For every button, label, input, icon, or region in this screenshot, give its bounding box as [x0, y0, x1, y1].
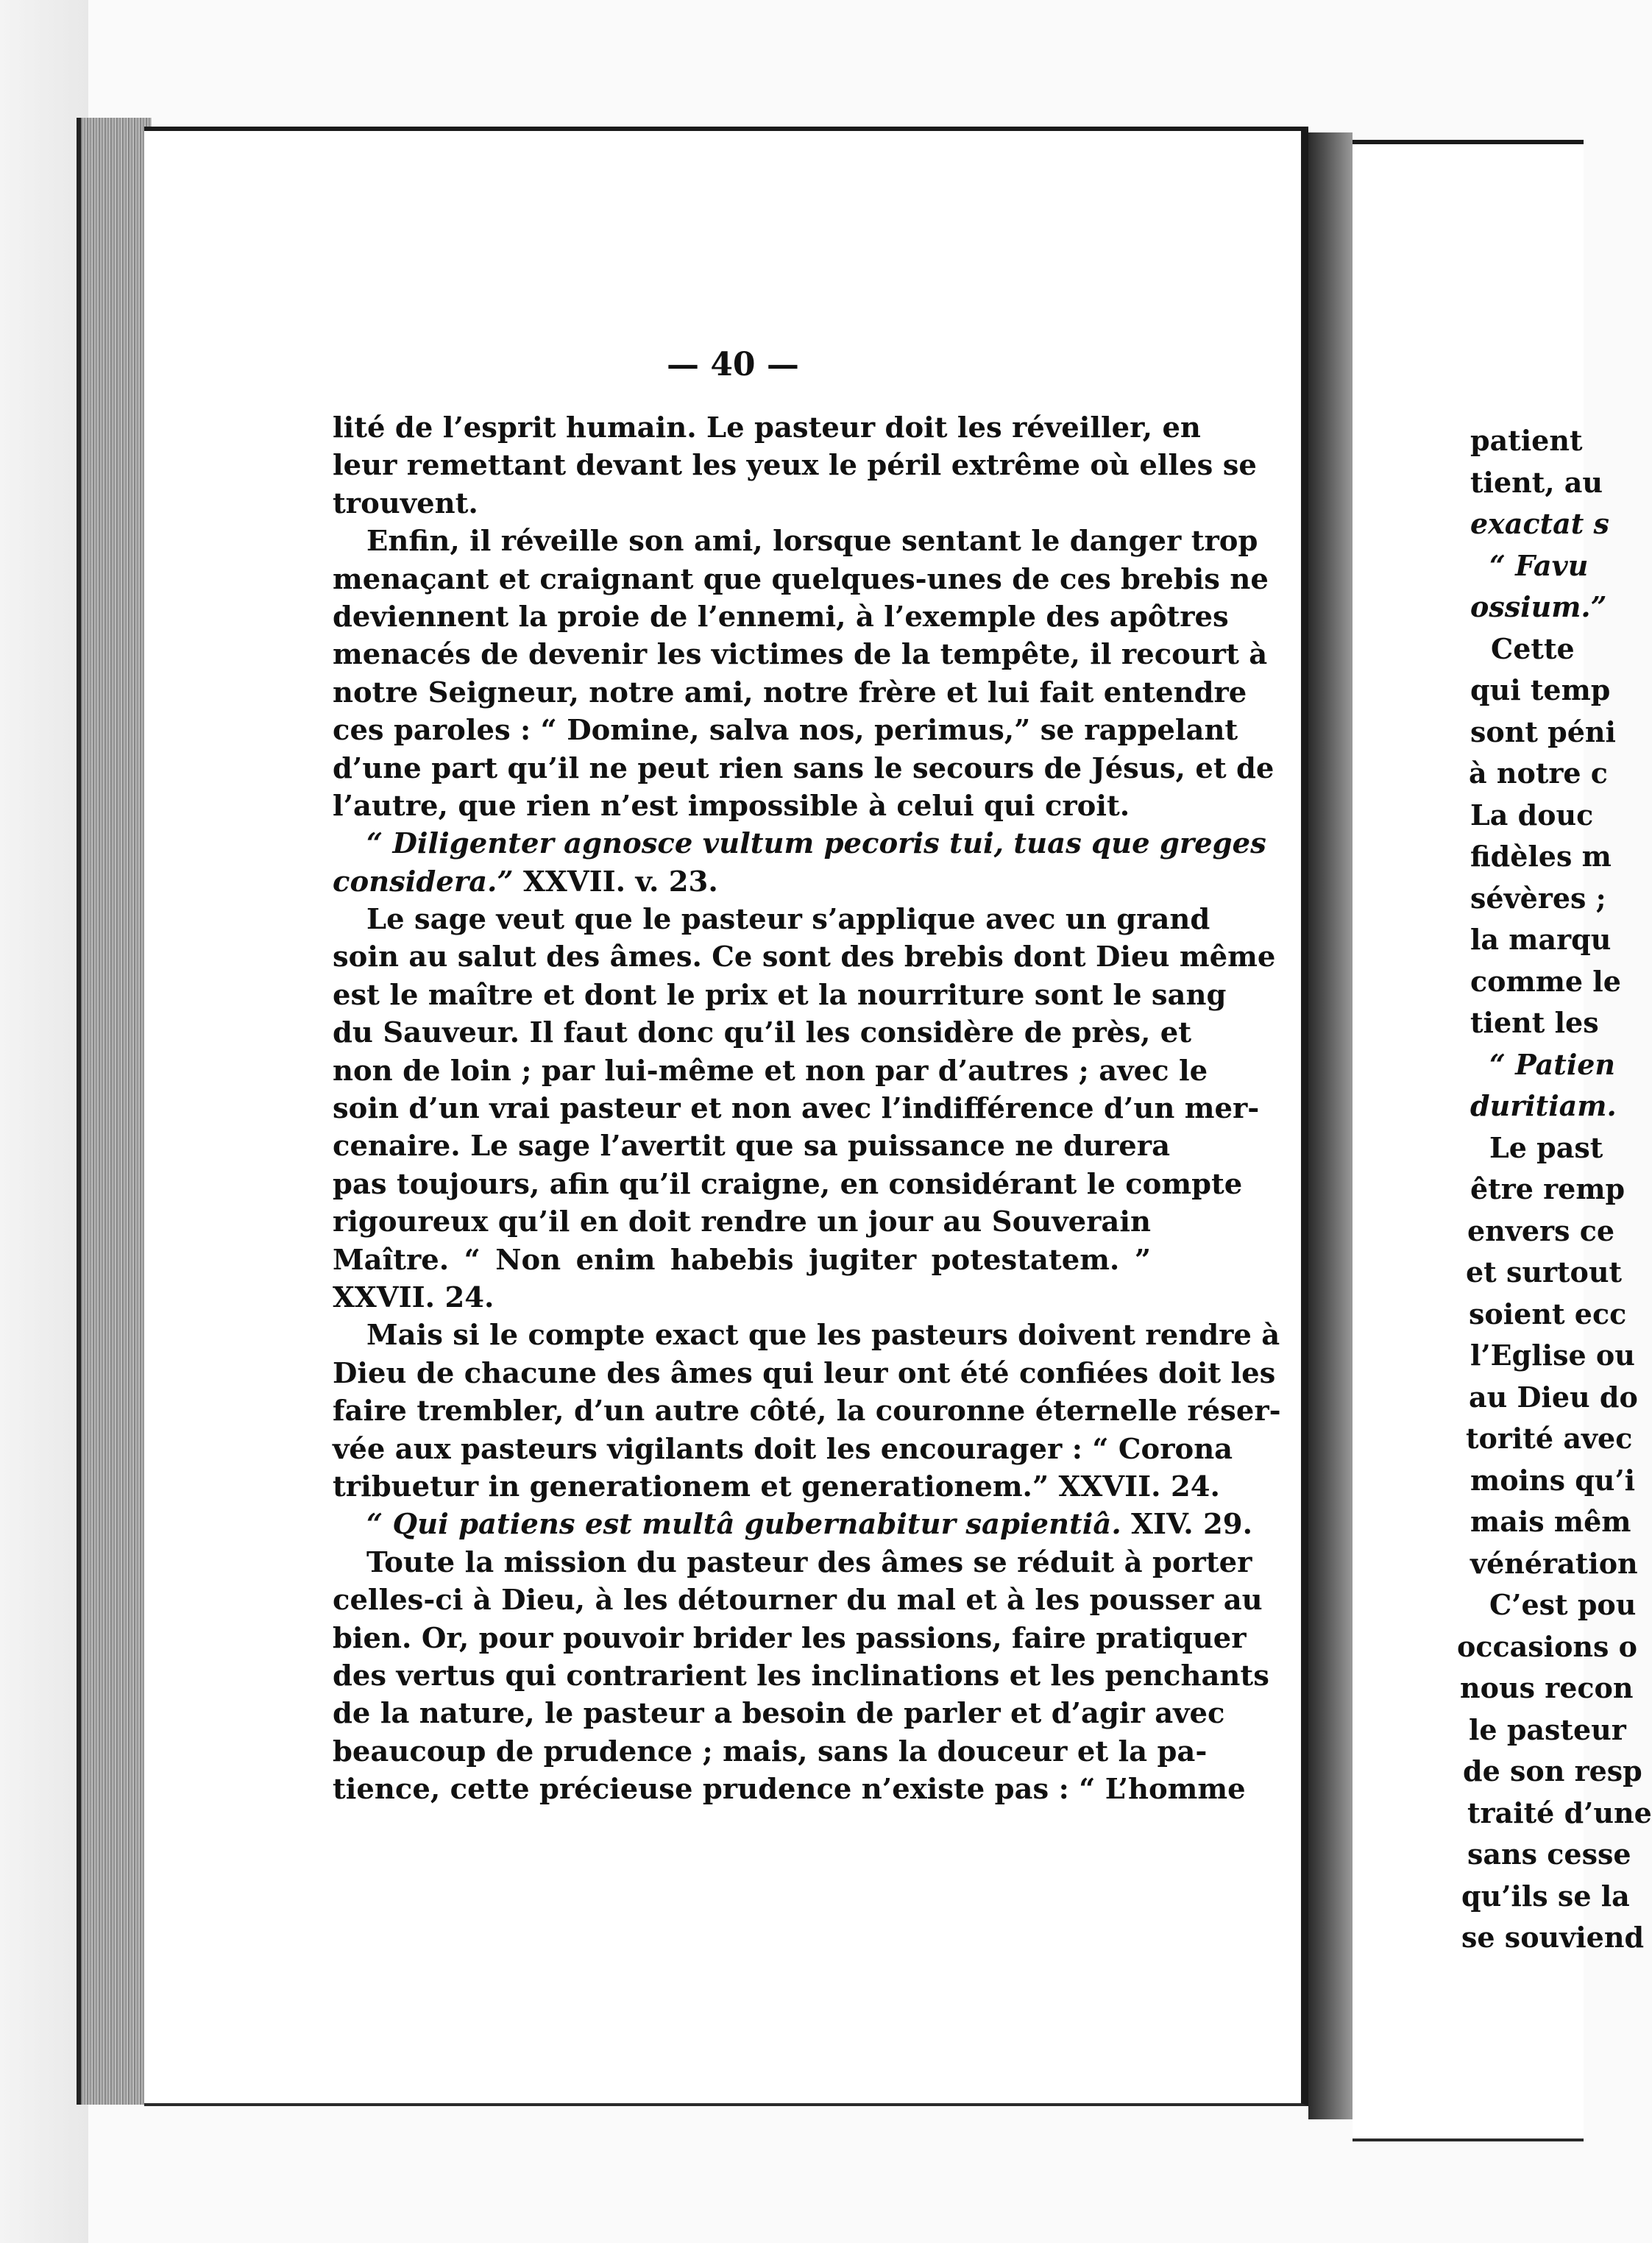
right-page-line: duritiam.: [1470, 1089, 1617, 1122]
text-line: menaçant et craignant que quelques-unes de ces brebis ne: [333, 562, 1269, 596]
right-page-line: soient ecc: [1469, 1297, 1627, 1330]
text-line: est le maître et dont le prix et la nourriture sont le sang: [333, 978, 1227, 1012]
text-line: beaucoup de prudence ; mais, sans la douceur et la pa-: [333, 1734, 1208, 1768]
text-line: du Sauveur. Il faut donc qu’il les considère de près, et: [333, 1016, 1192, 1050]
right-page-line: occasions o: [1457, 1629, 1638, 1663]
right-page-line: torité avec: [1466, 1422, 1633, 1455]
right-page-line: fidèles m: [1470, 840, 1612, 873]
right-page-line: qui temp: [1470, 673, 1611, 706]
right-page-line: qu’ils se la: [1461, 1879, 1630, 1913]
right-page-line: sont péni: [1470, 715, 1616, 748]
text-line: lité de l’esprit humain. Le pasteur doit les réveiller, en: [333, 411, 1201, 444]
text-line: tience, cette précieuse prudence n’existe pas : “ L’homme: [333, 1773, 1246, 1807]
right-page-line: nous recon: [1460, 1671, 1634, 1704]
text-line: notre Seigneur, notre ami, notre frère et lui fait entendre: [333, 676, 1247, 709]
text-line: trouvent.: [333, 486, 478, 520]
text-line: [333, 863, 1151, 901]
right-page-line: moins qu’i: [1470, 1463, 1636, 1497]
text-line: “ Diligenter agnosce vultum pecoris tui, tuas que greges: [366, 827, 1266, 861]
text-line: deviennent la proie de l’ennemi, à l’exemple des apôtres: [333, 600, 1229, 634]
text-line: ces paroles : “ Domine, salva nos, perimus,” se rappelant: [333, 714, 1238, 748]
right-page-line: à notre c: [1469, 756, 1608, 790]
right-page-line: exactat s: [1470, 507, 1609, 540]
text-line: vée aux pasteurs vigilants doit les encourager : “ Corona: [333, 1432, 1233, 1466]
right-page-line: l’Eglise ou: [1470, 1339, 1635, 1372]
page-edges: [77, 118, 152, 2105]
page-body-text: [333, 409, 1281, 1808]
text-line: soin d’un vrai pasteur et non avec l’indifférence d’un mer-: [333, 1092, 1260, 1126]
right-page-line: traité d’une: [1467, 1796, 1652, 1829]
right-page-line: comme le: [1470, 964, 1621, 998]
latin-quote: considera.”: [333, 865, 514, 899]
text-line: Dieu de chacune des âmes qui leur ont été confiées doit les: [333, 1356, 1276, 1390]
book-gutter: [1308, 132, 1353, 2119]
text-line: non de loin ; par lui-même et non par d’autres ; avec le: [333, 1054, 1208, 1088]
text-line: [333, 1506, 1252, 1543]
text-line: soin au salut des âmes. Ce sont des brebis dont Dieu même: [333, 940, 1276, 974]
right-page-line: de son resp: [1463, 1754, 1642, 1787]
right-page-line: ossium.”: [1470, 590, 1607, 623]
right-page-line: sévères ;: [1470, 881, 1606, 915]
text-line: Enfin, il réveille son ami, lorsque sentant le danger trop: [366, 525, 1258, 559]
right-page-line: se souviend: [1461, 1921, 1645, 1954]
right-page-line: tient, au: [1470, 465, 1603, 499]
text-line: Maître. “ Non enim habebis jugiter potestatem. ”: [333, 1243, 1151, 1277]
text-line: leur remettant devant les yeux le péril extrême où elles se: [333, 449, 1257, 483]
text-line: Le sage veut que le pasteur s’applique avec un grand: [366, 903, 1210, 937]
text-line: XXVII. 24.: [333, 1280, 494, 1314]
right-page-line: “ Patien: [1489, 1047, 1616, 1081]
text-line: bien. Or, pour pouvoir brider les passions, faire pratiquer: [333, 1621, 1247, 1655]
text-line: de la nature, le pasteur a besoin de parler et d’agir avec: [333, 1697, 1225, 1731]
text-line: tribuetur in generationem et generationem.” XXVII. 24.: [333, 1470, 1220, 1503]
text-line: rigoureux qu’il en doit rendre un jour au Souverain: [333, 1205, 1151, 1239]
text-line: Mais si le compte exact que les pasteurs doivent rendre à: [366, 1319, 1280, 1353]
page-number: — 40 —: [667, 346, 799, 383]
text-line: d’une part qu’il ne peut rien sans le secours de Jésus, et de: [333, 751, 1275, 785]
right-page-line: vénération: [1470, 1546, 1638, 1580]
verse-reference: XIV. 29.: [1121, 1508, 1252, 1542]
right-page-line: C’est pou: [1489, 1588, 1637, 1621]
text-line: faire trembler, d’un autre côté, la couronne éternelle réser-: [333, 1395, 1281, 1428]
text-line: menacés de devenir les victimes de la tempête, il recourt à: [333, 638, 1268, 672]
right-page-line: le pasteur: [1469, 1712, 1626, 1746]
text-line: l’autre, que rien n’est impossible à celui qui croit.: [333, 789, 1130, 823]
text-line: pas toujours, afin qu’il craigne, en considérant le compte: [333, 1167, 1243, 1201]
right-page-line: “ Favu: [1489, 548, 1589, 582]
text-line: cenaire. Le sage l’avertit que sa puissance ne durera: [333, 1130, 1171, 1163]
text-line: Toute la mission du pasteur des âmes se réduit à porter: [366, 1545, 1252, 1579]
right-page-line: et surtout: [1466, 1255, 1623, 1289]
scan-background: [0, 0, 88, 2243]
latin-quote: “ Qui patiens est multâ gubernabitur sapientiâ.: [366, 1508, 1121, 1542]
verse-reference: XXVII. v. 23.: [513, 865, 718, 899]
right-page-line: Cette: [1491, 631, 1575, 665]
right-page-line: tient les: [1470, 1006, 1599, 1039]
right-page-line: sans cesse: [1467, 1838, 1631, 1871]
text-line: des vertus qui contrarient les inclinations et les penchants: [333, 1659, 1269, 1693]
text-line: celles-ci à Dieu, à les détourner du mal et à les pousser au: [333, 1584, 1263, 1617]
right-page-line: au Dieu do: [1469, 1380, 1638, 1414]
right-page-line: envers ce: [1467, 1213, 1615, 1247]
right-page-line: Le past: [1489, 1130, 1603, 1164]
right-page-line: être remp: [1470, 1172, 1626, 1205]
right-page-line: mais mêm: [1470, 1505, 1631, 1538]
right-page-line: la marqu: [1470, 923, 1612, 956]
right-page-line: patient: [1470, 424, 1583, 457]
right-page-line: La douc: [1470, 798, 1594, 832]
